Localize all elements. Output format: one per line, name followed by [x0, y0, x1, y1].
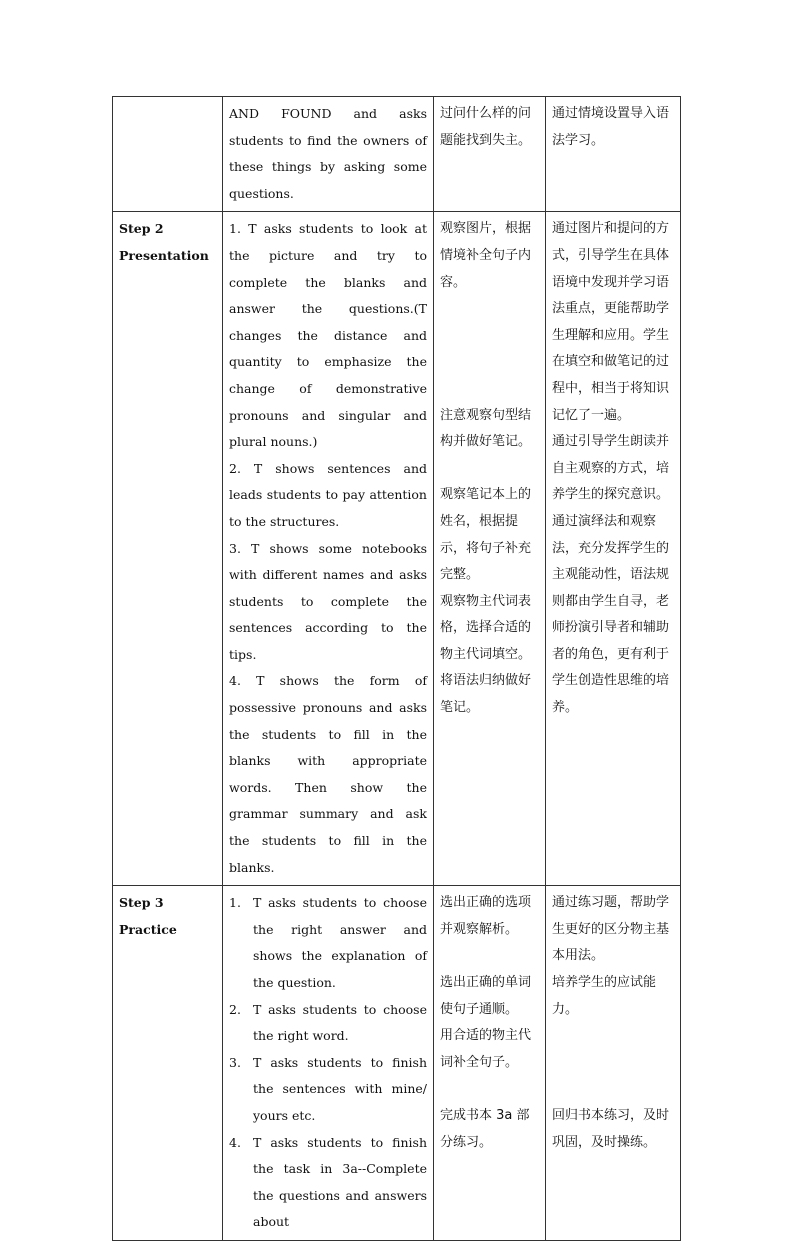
- student-text: 选出正确的选项并观察解析。: [440, 895, 532, 937]
- activity-item: 3. T shows some notebooks with different names and asks students to complete the sentences according to the tips.: [229, 540, 427, 662]
- student-text: 过问什么样的问题能找到失主。: [440, 106, 532, 148]
- activity-cell: [223, 886, 434, 1241]
- purpose-cell: [546, 212, 681, 886]
- activity-item: 1. T asks students to look at the picture and try to complete the blanks and answer the questions.(T changes the distance and quantity to emphasize the change of demonstrative pronouns and singular and plural nouns.): [229, 221, 427, 450]
- student-text: 选出正确的单词使句子通顺。: [440, 975, 532, 1017]
- student-text: 将语法归纳做好笔记。: [440, 673, 532, 716]
- step-title: Presentation: [119, 247, 209, 263]
- step-number: Step 2: [119, 221, 164, 237]
- student-cell: [434, 212, 546, 886]
- student-text: 完成书本 3a 部分练习。: [440, 1107, 530, 1150]
- step-cell: [113, 97, 223, 212]
- student-cell: [434, 97, 546, 212]
- student-text: 观察图片，根据情境补全句子内容。: [440, 221, 532, 290]
- student-cell: [434, 886, 546, 1241]
- table-row: [113, 886, 681, 1241]
- step-number: Step 3: [119, 895, 164, 911]
- purpose-text: 通过情境设置导入语法学习。: [552, 106, 670, 148]
- student-text: 注意观察句型结构并做好笔记。: [440, 407, 532, 450]
- step-title: Practice: [119, 921, 177, 937]
- student-text: 用合适的物主代词补全句子。: [440, 1028, 532, 1070]
- practice-list: [229, 890, 427, 1236]
- activity-item: 4. T shows the form of possessive pronouns and asks the students to fill in the blanks with appropriate words. Then show the grammar summary and ask the students to fill in the blanks.: [229, 673, 427, 875]
- purpose-cell: [546, 886, 681, 1241]
- list-item: 4. T asks students to finish the task in 3a--Complete the questions and answers about: [229, 1134, 427, 1230]
- step-cell: [113, 886, 223, 1241]
- table-row: [113, 97, 681, 212]
- student-text: 观察笔记本上的姓名，根据提示，将句子补充完整。: [440, 487, 532, 583]
- list-item: 3. T asks students to finish the sentences with mine/ yours etc.: [229, 1054, 427, 1123]
- activity-item: 2. T shows sentences and leads students to pay attention to the structures.: [229, 460, 427, 529]
- step-cell: [113, 212, 223, 886]
- activity-cell: [223, 212, 434, 886]
- list-item: 2. T asks students to choose the right word.: [229, 1001, 427, 1044]
- purpose-text: 通过图片和提问的方式，引导学生在具体语境中发现并学习语法重点，更能帮助学生理解和应用。学生在填空和做笔记的过程中，相当于将知识记忆了一遍。: [552, 221, 670, 423]
- purpose-text: 培养学生的应试能力。: [552, 975, 657, 1017]
- purpose-text: 回归书本练习，及时巩固，及时操练。: [552, 1107, 670, 1150]
- lesson-plan-table: [112, 96, 681, 1241]
- student-text: 观察物主代词表格，选择合适的物主代词填空。: [440, 593, 532, 662]
- list-item: 1. T asks students to choose the right answer and shows the explanation of the question.: [229, 895, 427, 990]
- purpose-text: 通过引导学生朗读并自主观察的方式，培养学生的探究意识。: [552, 434, 670, 503]
- activity-text: AND FOUND and asks students to find the owners of these things by asking some questions.: [229, 106, 427, 201]
- purpose-text: 通过练习题，帮助学生更好的区分物主基本用法。: [552, 895, 670, 964]
- purpose-cell: [546, 97, 681, 212]
- activity-cell: [223, 97, 434, 212]
- purpose-text: 通过演绎法和观察法，充分发挥学生的主观能动性，语法规则都由学生自寻，老师扮演引导者和辅助者的角色，更有利于学生创造性思维的培养。: [552, 513, 670, 716]
- table-row: [113, 212, 681, 886]
